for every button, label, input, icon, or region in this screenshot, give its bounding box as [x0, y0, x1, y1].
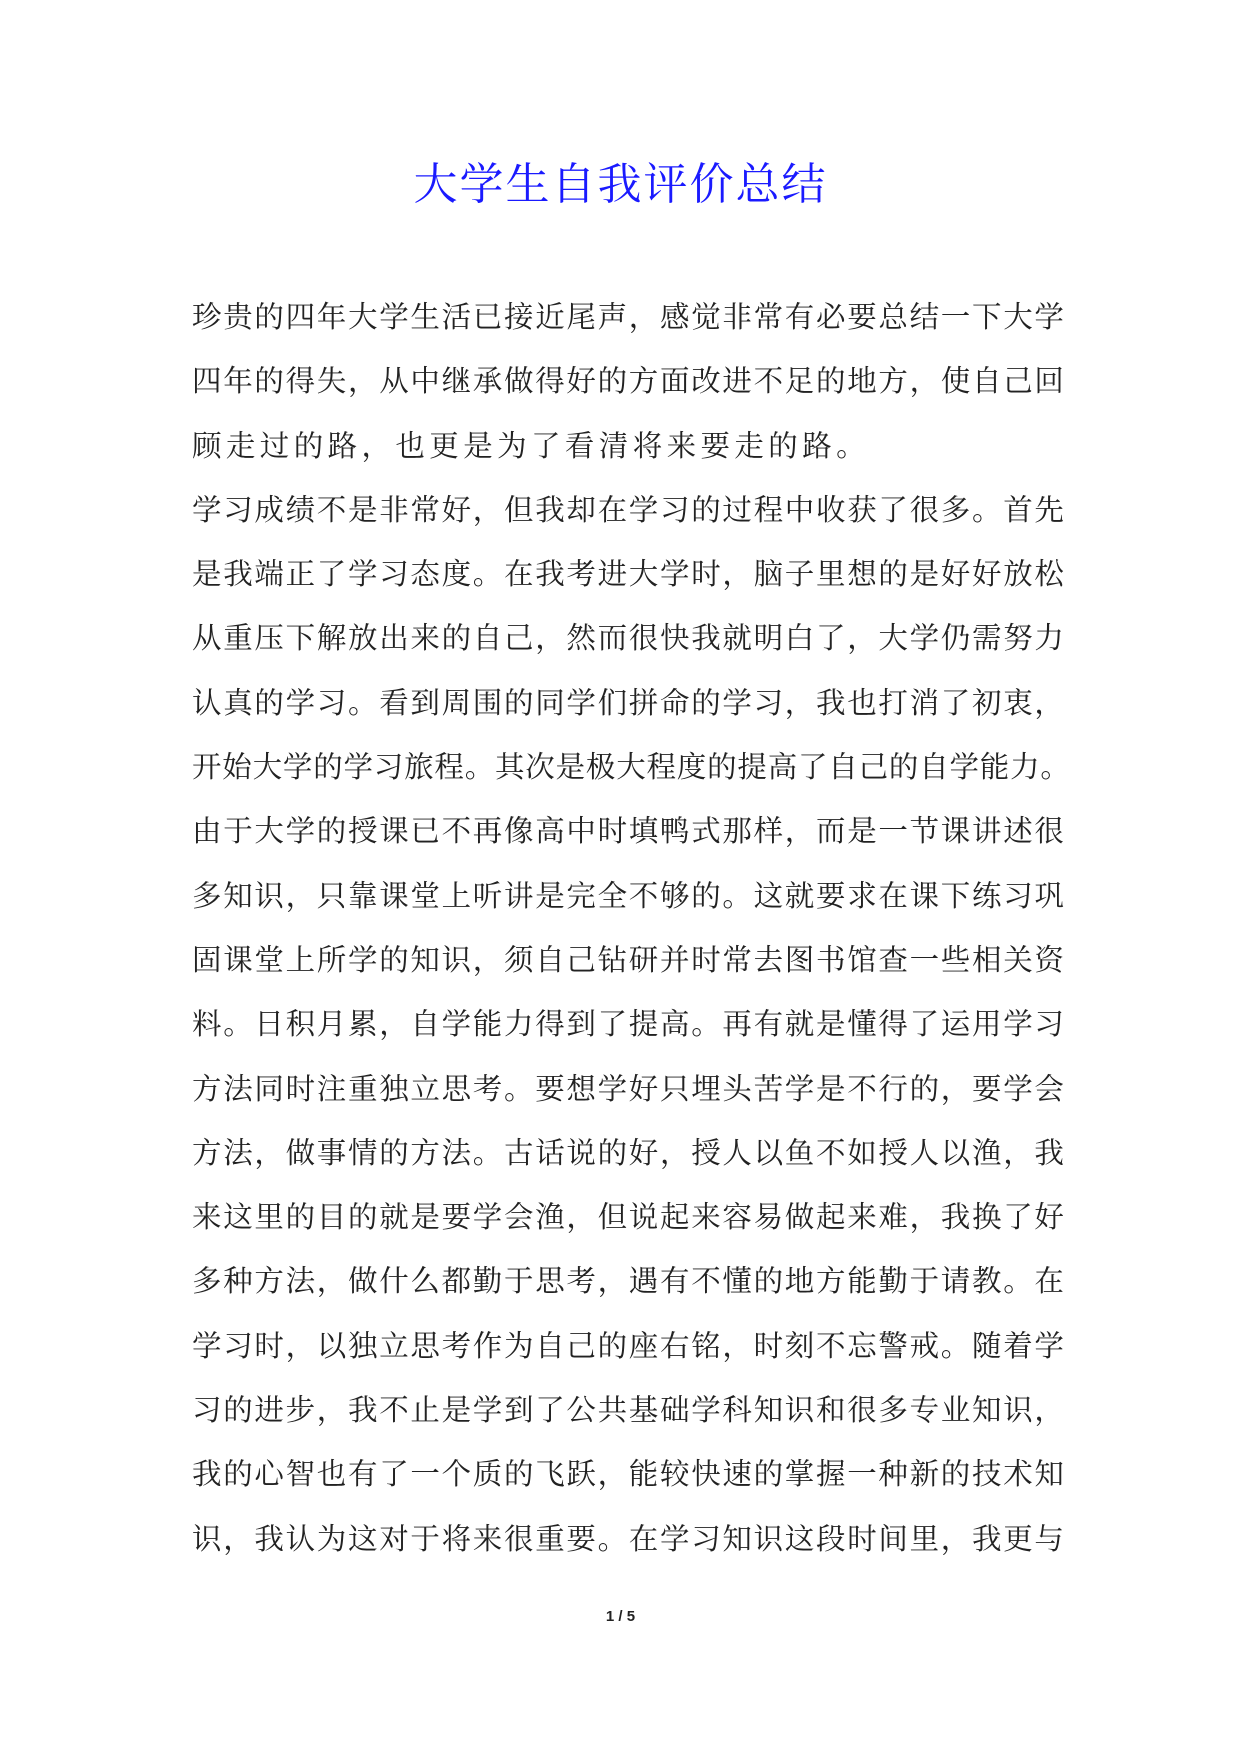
body-line: 多知识，只靠课堂上听讲是完全不够的。这就要求在课下练习巩 [192, 878, 1066, 913]
body-line: 从重压下解放出来的自己，然而很快我就明白了，大学仍需努力 [192, 621, 1066, 656]
body-line: 习的进步，我不止是学到了公共基础学科知识和很多专业知识， [192, 1393, 1066, 1428]
document-body [192, 285, 1072, 1571]
body-line: 认真的学习。看到周围的同学们拼命的学习，我也打消了初衷， [192, 685, 1066, 720]
body-line: 固课堂上所学的知识，须自己钻研并时常去图书馆查一些相关资 [192, 942, 1066, 977]
body-line: 多种方法，做什么都勤于思考，遇有不懂的地方能勤于请教。在 [192, 1264, 1066, 1299]
body-line: 开始大学的学习旅程。其次是极大程度的提高了自己的自学能力。 [192, 750, 1071, 785]
body-line: 是我端正了学习态度。在我考进大学时，脑子里想的是好好放松 [192, 557, 1066, 592]
body-line: 料。日积月累，自学能力得到了提高。再有就是懂得了运用学习 [192, 1007, 1066, 1042]
body-line: 四年的得失，从中继承做得好的方面改进不足的地方，使自己回 [192, 364, 1066, 399]
body-line: 由于大学的授课已不再像高中时填鸭式那样，而是一节课讲述很 [192, 814, 1066, 849]
body-line: 学习时，以独立思考作为自己的座右铭，时刻不忘警戒。随着学 [192, 1328, 1066, 1363]
body-line: 顾走过的路，也更是为了看清将来要走的路。 [192, 428, 871, 463]
body-line: 方法同时注重独立思考。要想学好只埋头苦学是不行的，要学会 [192, 1071, 1066, 1106]
body-line: 学习成绩不是非常好，但我却在学习的过程中收获了很多。首先 [192, 492, 1066, 527]
body-line: 珍贵的四年大学生活已接近尾声，感觉非常有必要总结一下大学 [192, 300, 1066, 334]
body-line: 识，我认为这对于将来很重要。在学习知识这段时间里，我更与 [192, 1521, 1066, 1556]
page-number: 1 / 5 [605, 1608, 636, 1625]
body-line: 我的心智也有了一个质的飞跃，能较快速的掌握一种新的技术知 [192, 1457, 1066, 1492]
document-title: 大学生自我评价总结 [413, 159, 828, 210]
body-line: 来这里的目的就是要学会渔，但说起来容易做起来难，我换了好 [192, 1200, 1066, 1235]
body-line: 方法，做事情的方法。古话说的好，授人以鱼不如授人以渔，我 [192, 1135, 1066, 1170]
